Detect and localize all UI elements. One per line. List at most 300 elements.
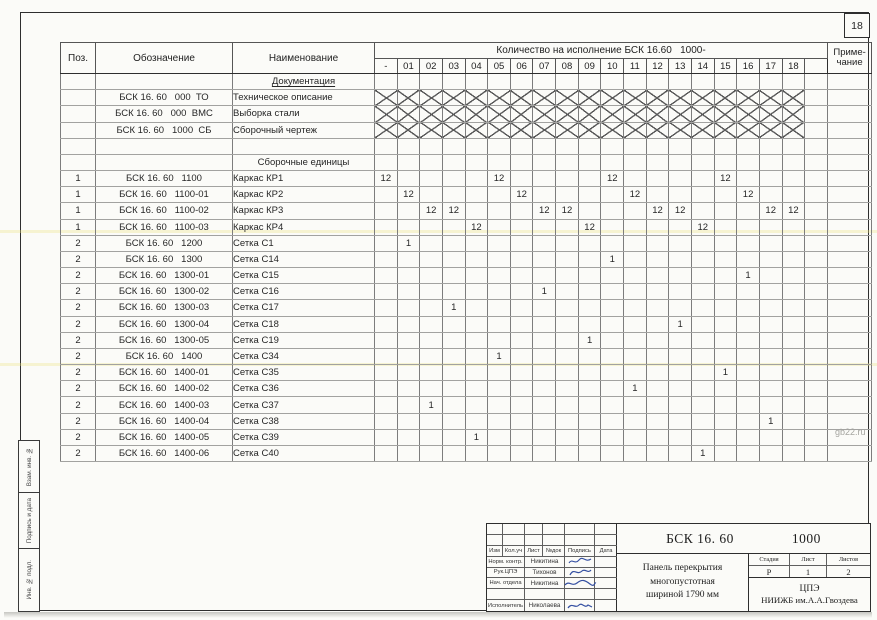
qty-cell xyxy=(737,397,760,413)
qty-cell xyxy=(533,122,556,138)
qty-cell xyxy=(759,235,782,251)
qty-cell xyxy=(488,122,511,138)
qty-cell xyxy=(714,413,737,429)
qty-cell xyxy=(533,106,556,122)
qty-cell xyxy=(488,251,511,267)
qty-cell xyxy=(375,74,398,90)
designation-cell: БСК 16. 60 1400-02 xyxy=(96,381,233,397)
pos-cell xyxy=(61,74,96,90)
listov-value: 2 xyxy=(846,566,851,577)
signature-cell xyxy=(565,578,595,588)
qty-cell xyxy=(737,138,760,154)
table-row xyxy=(61,90,872,106)
qty-cell xyxy=(442,284,465,300)
qty-cell xyxy=(375,332,398,348)
col-data: Дата xyxy=(599,547,613,554)
qty-cell: 12 xyxy=(397,187,420,203)
qty-cell xyxy=(578,171,601,187)
qty-cell: 1 xyxy=(601,251,624,267)
section-title: Документация xyxy=(271,76,336,88)
qty-cell: 12 xyxy=(601,171,624,187)
stage-value: Р xyxy=(749,566,790,577)
note-cell xyxy=(828,138,872,154)
qty-cell xyxy=(805,74,828,90)
qty-col-header: 03 xyxy=(442,59,465,74)
qty-cell xyxy=(759,284,782,300)
qty-cell xyxy=(397,381,420,397)
qty-cell xyxy=(556,284,579,300)
qty-cell xyxy=(578,106,601,122)
qty-cell xyxy=(556,348,579,364)
qty-cell xyxy=(805,348,828,364)
qty-cell xyxy=(601,445,624,461)
qty-cell xyxy=(556,235,579,251)
qty-cell xyxy=(533,316,556,332)
qty-cell xyxy=(782,187,805,203)
qty-cell xyxy=(465,445,488,461)
qty-cell xyxy=(646,365,669,381)
name-cell: Сборочные единицы xyxy=(233,154,375,170)
note-cell xyxy=(828,397,872,413)
qty-cell xyxy=(397,300,420,316)
qty-cell xyxy=(465,316,488,332)
qty-cell xyxy=(375,90,398,106)
table-row xyxy=(61,397,872,413)
table-row xyxy=(61,445,872,461)
pos-cell: 2 xyxy=(61,397,96,413)
qty-cell xyxy=(691,365,714,381)
qty-cell xyxy=(646,316,669,332)
qty-cell xyxy=(669,268,692,284)
qty-cell xyxy=(578,300,601,316)
name-cell: Сетка С37 xyxy=(233,397,375,413)
header-pos: Поз. xyxy=(61,43,96,74)
qty-cell xyxy=(578,203,601,219)
strip-cell: Подпись и дата xyxy=(19,493,39,549)
qty-cell xyxy=(601,397,624,413)
qty-cell xyxy=(442,154,465,170)
name-cell: Сетка С19 xyxy=(233,332,375,348)
name-cell: Сетка С1 xyxy=(233,235,375,251)
qty-cell xyxy=(578,445,601,461)
qty-cell xyxy=(669,187,692,203)
qty-cell xyxy=(669,235,692,251)
qty-cell xyxy=(669,397,692,413)
table-row xyxy=(61,219,872,235)
qty-cell xyxy=(737,106,760,122)
name-cell: Сетка С36 xyxy=(233,381,375,397)
qty-cell xyxy=(691,251,714,267)
qty-cell: 1 xyxy=(533,284,556,300)
qty-cell xyxy=(420,251,443,267)
qty-cell xyxy=(805,90,828,106)
role-label: Рук.ЦПЭ xyxy=(487,568,525,578)
qty-cell: 12 xyxy=(420,203,443,219)
qty-cell xyxy=(714,74,737,90)
header-designation: Обозначение xyxy=(96,43,233,74)
note-cell xyxy=(828,74,872,90)
qty-cell xyxy=(646,138,669,154)
qty-col-header: 05 xyxy=(488,59,511,74)
pos-cell: 2 xyxy=(61,348,96,364)
qty-cell xyxy=(420,429,443,445)
qty-cell xyxy=(624,203,647,219)
qty-cell xyxy=(375,316,398,332)
qty-cell xyxy=(465,171,488,187)
qty-cell xyxy=(510,429,533,445)
table-row xyxy=(61,332,872,348)
qty-cell xyxy=(375,413,398,429)
qty-cell: 12 xyxy=(488,171,511,187)
qty-cell: 1 xyxy=(759,413,782,429)
qty-cell xyxy=(442,90,465,106)
qty-cell xyxy=(714,348,737,364)
qty-cell: 12 xyxy=(442,203,465,219)
qty-cell: 12 xyxy=(624,187,647,203)
qty-cell xyxy=(510,381,533,397)
note-cell xyxy=(828,203,872,219)
qty-cell xyxy=(624,154,647,170)
qty-cell xyxy=(533,429,556,445)
table-row xyxy=(61,381,872,397)
qty-cell xyxy=(601,365,624,381)
note-cell xyxy=(828,365,872,381)
qty-cell xyxy=(510,445,533,461)
qty-cell xyxy=(624,365,647,381)
qty-cell xyxy=(669,122,692,138)
qty-cell xyxy=(556,381,579,397)
qty-cell xyxy=(420,106,443,122)
role-label: Нач. отдела xyxy=(487,578,525,588)
designation-cell: БСК 16. 60 1300-01 xyxy=(96,268,233,284)
note-cell xyxy=(828,381,872,397)
role-name: Тихонов xyxy=(525,568,565,578)
qty-cell xyxy=(624,122,647,138)
qty-cell xyxy=(488,219,511,235)
qty-cell xyxy=(442,365,465,381)
designation-cell: БСК 16. 60 1400-05 xyxy=(96,429,233,445)
qty-col-header: 12 xyxy=(646,59,669,74)
pos-cell: 2 xyxy=(61,413,96,429)
note-cell xyxy=(828,171,872,187)
qty-cell xyxy=(669,365,692,381)
signature-icon xyxy=(566,601,594,611)
designation-cell: БСК 16. 60 1400 xyxy=(96,348,233,364)
qty-cell xyxy=(805,284,828,300)
qty-cell xyxy=(759,365,782,381)
qty-cell xyxy=(397,90,420,106)
qty-cell xyxy=(805,187,828,203)
qty-cell xyxy=(624,316,647,332)
qty-cell xyxy=(488,300,511,316)
pos-cell xyxy=(61,138,96,154)
qty-cell xyxy=(533,397,556,413)
qty-cell xyxy=(397,365,420,381)
qty-cell xyxy=(646,397,669,413)
qty-cell: 12 xyxy=(714,171,737,187)
qty-cell xyxy=(782,122,805,138)
qty-cell xyxy=(624,74,647,90)
qty-cell xyxy=(556,268,579,284)
qty-col-header: 08 xyxy=(556,59,579,74)
qty-cell xyxy=(465,90,488,106)
qty-cell xyxy=(420,445,443,461)
qty-cell xyxy=(691,171,714,187)
qty-cell xyxy=(397,203,420,219)
name-cell: Каркас КР3 xyxy=(233,203,375,219)
qty-cell xyxy=(691,122,714,138)
qty-cell xyxy=(397,268,420,284)
qty-cell xyxy=(556,138,579,154)
table-row xyxy=(61,268,872,284)
qty-cell xyxy=(442,122,465,138)
note-cell xyxy=(828,235,872,251)
qty-cell xyxy=(601,90,624,106)
qty-cell xyxy=(375,219,398,235)
qty-cell xyxy=(646,268,669,284)
qty-cell xyxy=(556,90,579,106)
qty-cell xyxy=(533,171,556,187)
qty-cell xyxy=(805,122,828,138)
qty-cell xyxy=(556,429,579,445)
qty-cell xyxy=(510,235,533,251)
title-block-right xyxy=(617,524,870,611)
qty-cell xyxy=(601,219,624,235)
role-name: Никитина xyxy=(525,557,565,567)
qty-cell xyxy=(578,348,601,364)
name-cell: Сетка С17 xyxy=(233,300,375,316)
qty-cell xyxy=(646,381,669,397)
qty-cell xyxy=(533,445,556,461)
pos-cell: 2 xyxy=(61,429,96,445)
strip-cell: Инв. № подл. xyxy=(25,560,33,600)
qty-cell xyxy=(465,122,488,138)
pos-cell xyxy=(61,90,96,106)
doc-code-row xyxy=(617,524,870,554)
designation-cell: БСК 16. 60 000 ВМС xyxy=(96,106,233,122)
qty-cell xyxy=(759,90,782,106)
name-cell: Сборочный чертеж xyxy=(233,122,375,138)
qty-col-header: 13 xyxy=(669,59,692,74)
table-row xyxy=(61,122,872,138)
qty-cell xyxy=(578,235,601,251)
listov-label: Листов xyxy=(838,556,859,563)
qty-cell xyxy=(533,365,556,381)
qty-cell xyxy=(782,348,805,364)
qty-cell: 1 xyxy=(669,316,692,332)
qty-cell xyxy=(375,365,398,381)
name-cell: Сетка С40 xyxy=(233,445,375,461)
qty-cell xyxy=(691,154,714,170)
qty-cell xyxy=(601,284,624,300)
designation-cell: БСК 16. 60 1400-01 xyxy=(96,365,233,381)
name-cell: Каркас КР1 xyxy=(233,171,375,187)
qty-cell xyxy=(624,284,647,300)
qty-cell xyxy=(805,138,828,154)
qty-cell xyxy=(420,171,443,187)
header-note-line1: Приме- xyxy=(833,47,866,59)
qty-cell xyxy=(375,203,398,219)
qty-cell xyxy=(805,251,828,267)
qty-cell xyxy=(805,316,828,332)
qty-cell xyxy=(397,74,420,90)
qty-cell xyxy=(420,74,443,90)
qty-cell: 12 xyxy=(759,203,782,219)
pos-cell: 2 xyxy=(61,381,96,397)
qty-cell xyxy=(488,381,511,397)
qty-cell xyxy=(669,154,692,170)
qty-cell xyxy=(737,235,760,251)
role-row-empty xyxy=(487,589,617,600)
qty-cell xyxy=(465,413,488,429)
pos-cell: 2 xyxy=(61,365,96,381)
qty-cell xyxy=(737,284,760,300)
role-name: Николаева xyxy=(525,600,565,611)
qty-cell: 1 xyxy=(578,332,601,348)
revision-row-empty xyxy=(487,524,617,535)
qty-cell xyxy=(601,106,624,122)
title-block xyxy=(486,523,871,612)
qty-col-header: 04 xyxy=(465,59,488,74)
table-row xyxy=(61,203,872,219)
specification-table xyxy=(60,42,872,462)
qty-cell xyxy=(533,154,556,170)
qty-cell xyxy=(397,251,420,267)
qty-cell xyxy=(510,122,533,138)
qty-cell xyxy=(669,90,692,106)
side-attribute-strip xyxy=(18,440,40,612)
qty-cell xyxy=(714,332,737,348)
qty-cell xyxy=(420,365,443,381)
table-row xyxy=(61,348,872,364)
qty-cell xyxy=(737,332,760,348)
qty-cell xyxy=(465,300,488,316)
note-cell xyxy=(828,332,872,348)
qty-cell xyxy=(646,332,669,348)
qty-cell xyxy=(510,138,533,154)
qty-cell xyxy=(442,397,465,413)
qty-col-header: 01 xyxy=(397,59,420,74)
qty-cell xyxy=(691,413,714,429)
qty-cell xyxy=(805,219,828,235)
qty-cell: 12 xyxy=(737,187,760,203)
qty-cell xyxy=(646,235,669,251)
qty-cell xyxy=(759,429,782,445)
qty-cell xyxy=(556,413,579,429)
qty-cell xyxy=(488,429,511,445)
qty-cell xyxy=(420,235,443,251)
qty-cell xyxy=(442,235,465,251)
designation-cell: БСК 16. 60 1100-01 xyxy=(96,187,233,203)
qty-cell xyxy=(556,332,579,348)
note-cell xyxy=(828,219,872,235)
qty-cell xyxy=(375,429,398,445)
qty-cell xyxy=(533,381,556,397)
qty-cell xyxy=(782,365,805,381)
qty-col-header: 16 xyxy=(737,59,760,74)
qty-cell xyxy=(646,413,669,429)
pos-cell xyxy=(61,122,96,138)
qty-cell xyxy=(465,365,488,381)
qty-cell xyxy=(737,203,760,219)
qty-cell xyxy=(510,413,533,429)
qty-cell xyxy=(805,268,828,284)
qty-cell xyxy=(442,381,465,397)
table-row xyxy=(61,316,872,332)
qty-cell xyxy=(646,154,669,170)
designation-cell xyxy=(96,138,233,154)
qty-cell xyxy=(714,187,737,203)
qty-cell xyxy=(533,251,556,267)
qty-cell xyxy=(759,332,782,348)
qty-cell xyxy=(420,219,443,235)
name-cell: Сетка С34 xyxy=(233,348,375,364)
signature-cell xyxy=(565,600,595,611)
qty-cell xyxy=(510,106,533,122)
qty-cell xyxy=(442,106,465,122)
name-cell xyxy=(233,138,375,154)
qty-cell xyxy=(691,316,714,332)
qty-cell xyxy=(397,219,420,235)
qty-cell xyxy=(533,235,556,251)
qty-cell xyxy=(578,122,601,138)
qty-cell xyxy=(510,219,533,235)
qty-cell xyxy=(578,397,601,413)
note-cell xyxy=(828,154,872,170)
qty-cell xyxy=(601,429,624,445)
qty-cell xyxy=(510,348,533,364)
qty-cell xyxy=(805,397,828,413)
qty-cell: 1 xyxy=(397,235,420,251)
qty-cell xyxy=(578,268,601,284)
qty-cell: 12 xyxy=(375,171,398,187)
list-value: 1 xyxy=(790,566,827,577)
qty-cell xyxy=(624,413,647,429)
qty-cell xyxy=(601,154,624,170)
qty-cell xyxy=(397,122,420,138)
qty-col-header: 15 xyxy=(714,59,737,74)
qty-cell xyxy=(782,284,805,300)
qty-cell xyxy=(669,429,692,445)
note-cell xyxy=(828,106,872,122)
qty-cell xyxy=(805,365,828,381)
qty-cell xyxy=(714,154,737,170)
name-cell: Каркас КР4 xyxy=(233,219,375,235)
qty-cell xyxy=(782,171,805,187)
qty-cell xyxy=(488,203,511,219)
qty-col-header: 06 xyxy=(510,59,533,74)
qty-cell xyxy=(737,171,760,187)
qty-cell xyxy=(375,122,398,138)
qty-cell xyxy=(397,348,420,364)
qty-cell xyxy=(488,365,511,381)
qty-cell xyxy=(601,348,624,364)
qty-cell xyxy=(578,154,601,170)
qty-cell xyxy=(397,445,420,461)
qty-cell xyxy=(465,251,488,267)
qty-cell xyxy=(646,348,669,364)
qty-cell xyxy=(397,397,420,413)
role-row xyxy=(487,578,617,589)
qty-cell xyxy=(556,445,579,461)
designation-cell: БСК 16. 60 000 ТО xyxy=(96,90,233,106)
qty-cell xyxy=(465,138,488,154)
qty-cell xyxy=(759,300,782,316)
pos-cell: 2 xyxy=(61,284,96,300)
qty-cell xyxy=(782,251,805,267)
qty-cell xyxy=(669,300,692,316)
qty-col-header: 14 xyxy=(691,59,714,74)
